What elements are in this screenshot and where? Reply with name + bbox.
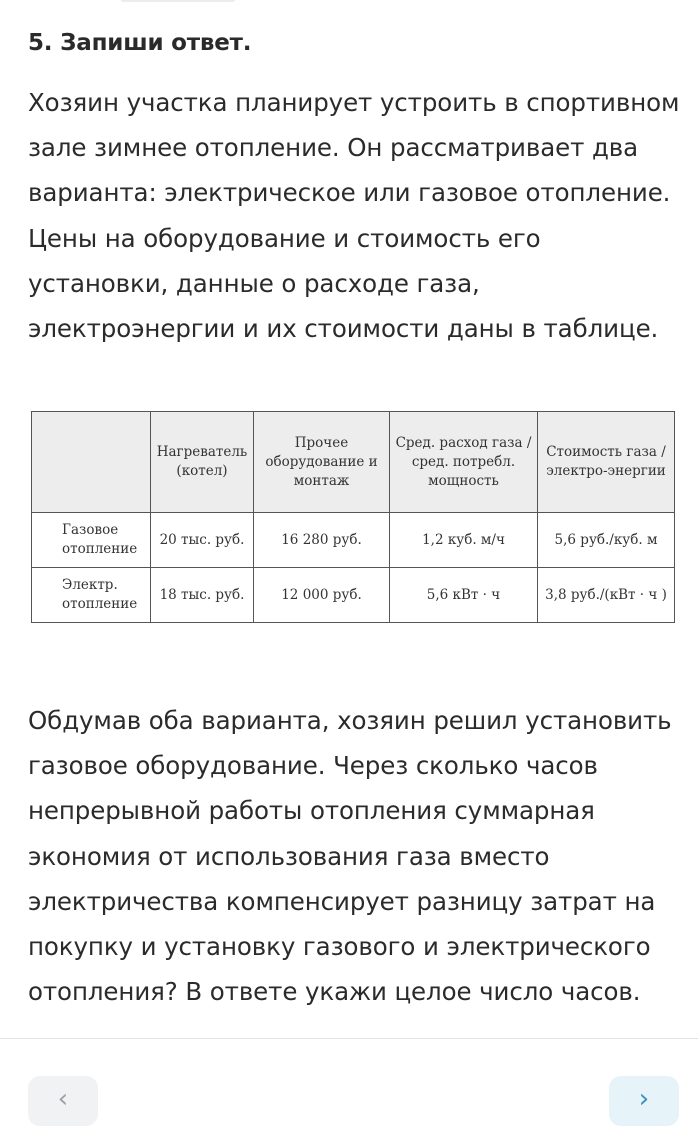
table-cell: 18 тыс. руб. [151, 568, 254, 623]
next-button[interactable] [609, 1076, 679, 1126]
footer-bar [0, 1039, 698, 1103]
top-scroll-handle [120, 0, 236, 2]
table-cell: 5,6 кВт · ч [390, 568, 538, 623]
task-title: 5. Запиши ответ. [28, 30, 252, 56]
table-row [32, 513, 675, 568]
chevron-left-icon: ‹ [57, 1084, 69, 1114]
table-header-row [32, 412, 675, 513]
table-cell: 1,2 куб. м/ч [390, 513, 538, 568]
table-row [32, 568, 675, 623]
table-cell: 3,8 руб./(кВт · ч ) [538, 568, 675, 623]
task-question-text: Обдумав оба варианта, хозяин решил установить газовое оборудование. Через сколько часов непрерывной работы отопления суммарная экономия от использования газа вместо электричества компенсирует разницу затрат на покупку и установку газового и электрического отопления? В ответе укажи целое число часов. [28, 706, 672, 1007]
table-row-label: Электр. отопление [32, 568, 151, 623]
task-intro-text: Хозяин участка планирует устроить в спортивном зале зимнее отопление. Он рассматривает два варианта: электрическое или газовое отопление. Цены на оборудование и стоимость его установки, данные о расходе газа, электроэнергии и их стоимости даны в таблице. [28, 88, 680, 344]
table-cell: 12 000 руб. [254, 568, 390, 623]
data-table [31, 411, 675, 623]
table-header-cell: Прочее оборудование и монтаж [254, 412, 390, 513]
table-cell: 5,6 руб./куб. м [538, 513, 675, 568]
table-header-cell: Сред. расход газа / сред. потребл. мощность [390, 412, 538, 513]
table-cell: 16 280 руб. [254, 513, 390, 568]
table-header-cell: Стоимость газа / электро-энергии [538, 412, 675, 513]
table-cell: 20 тыс. руб. [151, 513, 254, 568]
table-row-label: Газовое отопление [32, 513, 151, 568]
chevron-right-icon: › [638, 1084, 650, 1114]
table-header-cell [32, 412, 151, 513]
prev-button[interactable] [28, 1076, 98, 1126]
table-header-cell: Нагреватель (котел) [151, 412, 254, 513]
